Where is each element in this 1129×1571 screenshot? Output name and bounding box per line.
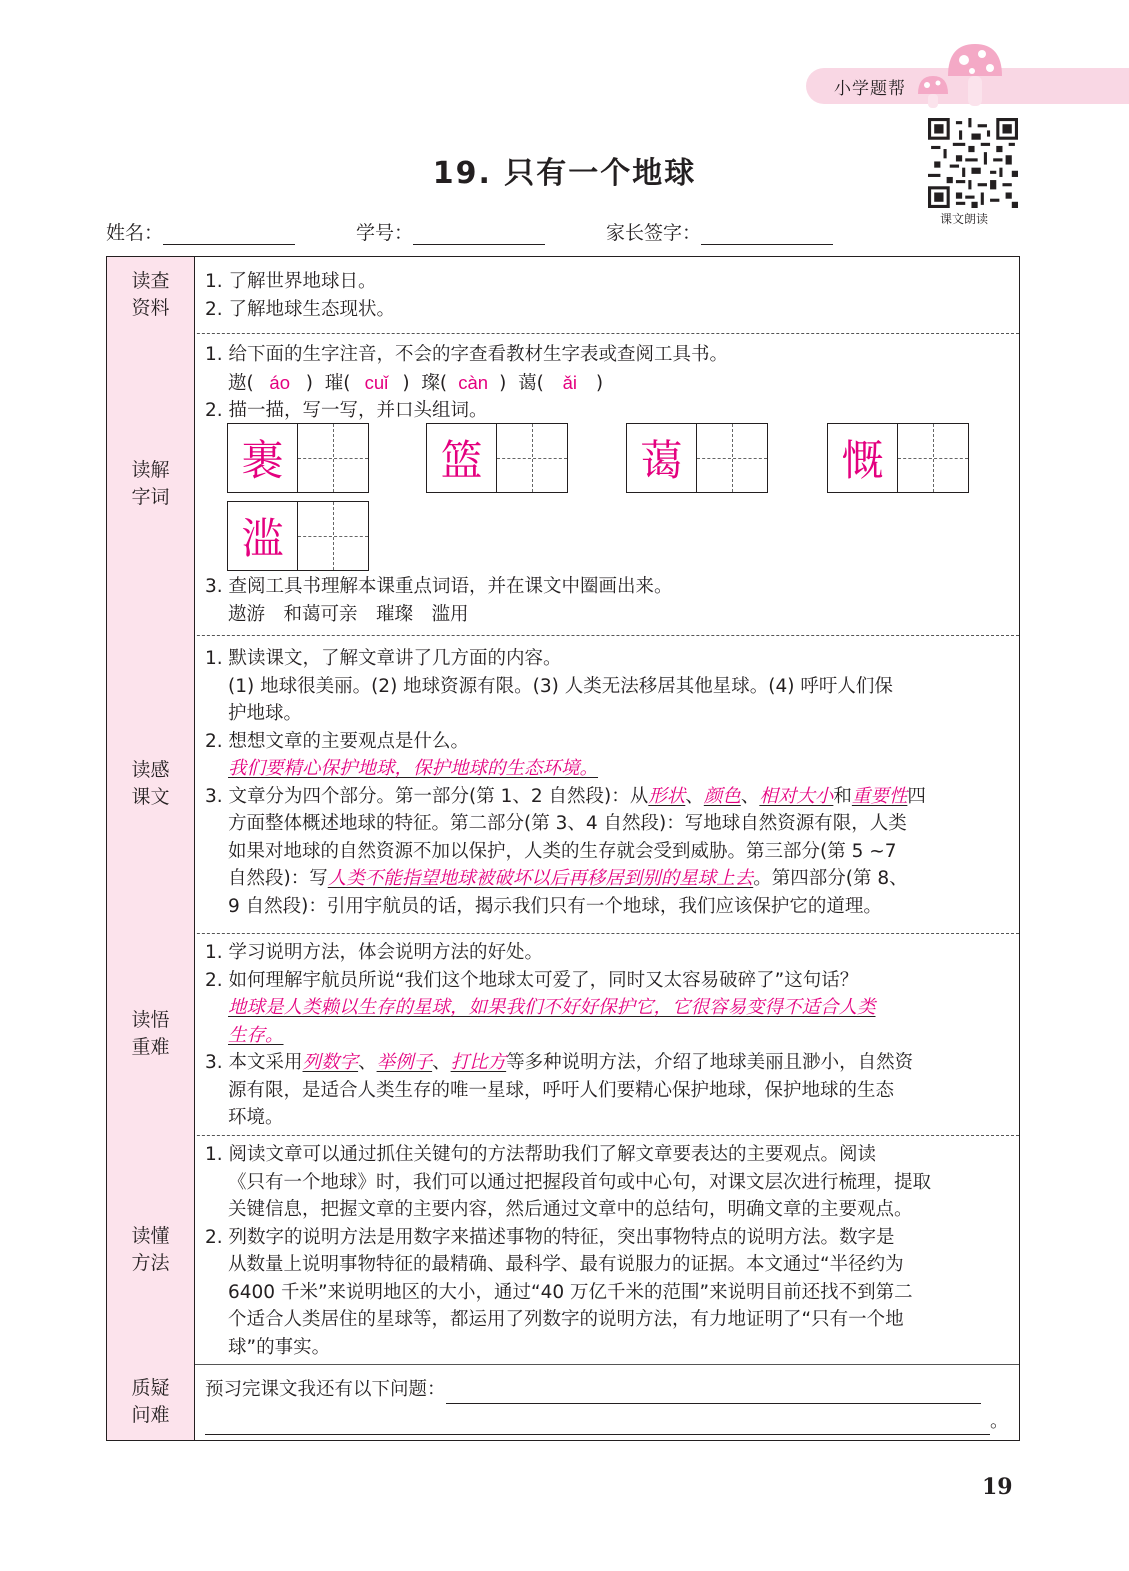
pinyin-answer: càn <box>458 371 489 393</box>
fill-answer: 打比方 <box>450 1052 507 1073</box>
section-content: 1. 默读课文，了解文章讲了几方面的内容。 (1) 地球很美丽。(2) 地球资源有限。(3) 人类无法移居其他星球。(4) 呼吁人们保 护地球。 2. 想想文章的主要观点是什么。 我们要精心保护地球，保护地球的生态环境。 3. 文章分为四个部分。第一部分(第 1、2 自然段)：从形状、颜色、相对大小和重要性四 方面整体概述地球的特征。第二部分(第 3、4 自然段)：写地球自然资源有限，人类 如果对地球的自然资源不加以保护，人类的生存就会受到威胁。第三部分(第 5 ~7 自然段)：写人类不能指望地球被破坏以后再移居到别的星球上去。第四部分(第 8、 9 自然段)：引用宇航员的话，揭示我们只有一个地球，我们应该保护它的道理。 <box>205 645 1009 920</box>
student-id-field[interactable] <box>356 218 545 245</box>
parent-signature-label: 家长签字： <box>606 222 702 244</box>
answer-line[interactable] <box>205 1413 990 1435</box>
brand-label: 小学题帮 <box>834 79 906 99</box>
pinyin-row: 遨( áo ) 璀( cuǐ ) 璨( càn ) 蔼( ǎi ) <box>205 369 1009 398</box>
pinyin-answer: ǎi <box>562 371 578 393</box>
page-number: 19 <box>982 1474 1013 1500</box>
question-text: 1. 默读课文，了解文章讲了几方面的内容。 <box>205 648 562 669</box>
writing-grid[interactable]: 篮 <box>426 423 568 493</box>
answer-text: 护地球。 <box>228 703 303 724</box>
writing-grid[interactable]: 裹 <box>227 423 369 493</box>
section-label: 读解字词 <box>107 333 195 635</box>
answer-text: 地球是人类赖以生存的星球，如果我们不好好保护它，它很容易变得不适合人类 <box>228 997 876 1018</box>
section-content <box>205 341 1009 425</box>
name-label: 姓名： <box>106 222 164 244</box>
student-id-line[interactable] <box>413 225 545 245</box>
section-methods <box>107 1135 1019 1364</box>
fill-answer: 列数字 <box>302 1052 359 1073</box>
section-label: 读悟重难 <box>107 933 195 1135</box>
fill-answer: 举例子 <box>376 1052 433 1073</box>
name-field[interactable] <box>106 218 295 245</box>
writing-grid[interactable]: 蔼 <box>626 423 768 493</box>
question-prompt: 预习完课文我还有以下问题： <box>205 1379 446 1400</box>
answer-text: 我们要精心保护地球，保护地球的生态环境。 <box>228 758 599 779</box>
qr-caption: 课文朗读 <box>940 212 989 226</box>
fill-answer: 形状 <box>648 785 686 807</box>
answer-text: (1) 地球很美丽。(2) 地球资源有限。(3) 人类无法移居其他星球。(4) 呼吁人们保 <box>228 675 893 697</box>
section-research <box>107 257 1019 333</box>
section-reading <box>107 635 1019 933</box>
question-text: 3. 查阅工具书理解本课重点词语，并在课文中圈画出来。 <box>205 576 673 597</box>
list-item: 2. 了解地球生态现状。 <box>205 298 396 320</box>
section-content <box>205 573 1009 628</box>
writing-grid[interactable]: 慨 <box>827 423 969 493</box>
question-text: 2. 想想文章的主要观点是什么。 <box>205 730 470 752</box>
fill-answer: 相对大小 <box>759 785 834 807</box>
fill-answer: 人类不能指望地球被破坏以后再移居到别的星球上去 <box>327 868 754 889</box>
key-words: 遨游 和蔼可亲 璀璨 滥用 <box>228 603 469 625</box>
answer-text: 生存。 <box>228 1024 284 1046</box>
question-text: 2. 描一描，写一写，并口头组词。 <box>205 400 488 421</box>
study-table <box>106 256 1020 1441</box>
pinyin-answer: áo <box>269 371 290 393</box>
pinyin-answer: cuǐ <box>364 371 389 393</box>
section-content <box>205 268 1009 323</box>
fill-answer: 重要性 <box>851 785 908 807</box>
fill-answer: 颜色 <box>703 785 741 807</box>
section-key-points <box>107 933 1019 1135</box>
section-content: 1. 学习说明方法，体会说明方法的好处。 2. 如何理解宇航员所说“我们这个地球太可爱了，同时又太容易破碎了”这句话？ 地球是人类赖以生存的星球，如果我们不好好保护它，它很容易变得不适合人类 生存。 3. 本文采用列数字、举例子、打比方等多种说明方法，介绍了地球美丽且渺小，自然资 源有限，是适合人类生存的唯一星球，呼吁人们要精心保护地球，保护地球的生态 环境。 <box>205 939 1009 1132</box>
question-text: 3. 本文采用列数字、举例子、打比方等多种说明方法，介绍了地球美丽且渺小，自然资 <box>205 1052 914 1073</box>
page-title: 19. 只有一个地球 <box>432 156 697 191</box>
list-item: 1. 了解世界地球日。 <box>205 271 377 292</box>
section-questions <box>107 1364 1019 1440</box>
parent-signature-field[interactable] <box>606 218 833 245</box>
section-label: 质疑问难 <box>107 1364 195 1440</box>
question-text: 3. 文章分为四个部分。第一部分(第 1、2 自然段)：从形状、颜色、相对大小和重要性四 <box>205 785 926 807</box>
answer-line[interactable] <box>446 1382 981 1404</box>
section-content: 1. 阅读文章可以通过抓住关键句的方法帮助我们了解文章要表达的主要观点。阅读 《只有一个地球》时，我们可以通过把握段首句或中心句，对课文层次进行梳理，提取 关键信息，把握文章的主要内容，然后通过文章中的总结句，明确文章的主要观点。 2. 列数字的说明方法是用数字来描述事物的特征，突出事物特点的说明方法。数字是 从数量上说明事物特征的最精确、最科学、最有说服力的证据。本文通过“半径约为 6400 千米”来说明地区的大小，通过“40 万亿千米的范围”来说明目前还找不到第二 个适合人类居住的星球等，都运用了列数字的说明方法，有力地证明了“只有一个地 球”的事实。 <box>205 1144 932 1358</box>
writing-grid[interactable]: 滥 <box>227 501 369 571</box>
question-text: 1. 学习说明方法，体会说明方法的好处。 <box>205 942 544 963</box>
section-content: 预习完课文我还有以下问题： 。 <box>205 1376 1009 1435</box>
section-label: 读查资料 <box>107 257 195 333</box>
question-text: 2. 如何理解宇航员所说“我们这个地球太可爱了，同时又太容易破碎了”这句话？ <box>205 969 859 991</box>
section-label: 读懂方法 <box>107 1135 195 1364</box>
section-label: 读感课文 <box>107 635 195 933</box>
student-id-label: 学号： <box>356 222 414 244</box>
parent-signature-line[interactable] <box>701 225 833 245</box>
name-line[interactable] <box>163 225 295 245</box>
mushroom-small-icon <box>916 74 950 110</box>
question-text: 1. 给下面的生字注音，不会的字查看教材生字表或查阅工具书。 <box>205 344 729 365</box>
mushroom-large-icon <box>944 40 1006 110</box>
section-vocabulary <box>107 333 1019 635</box>
